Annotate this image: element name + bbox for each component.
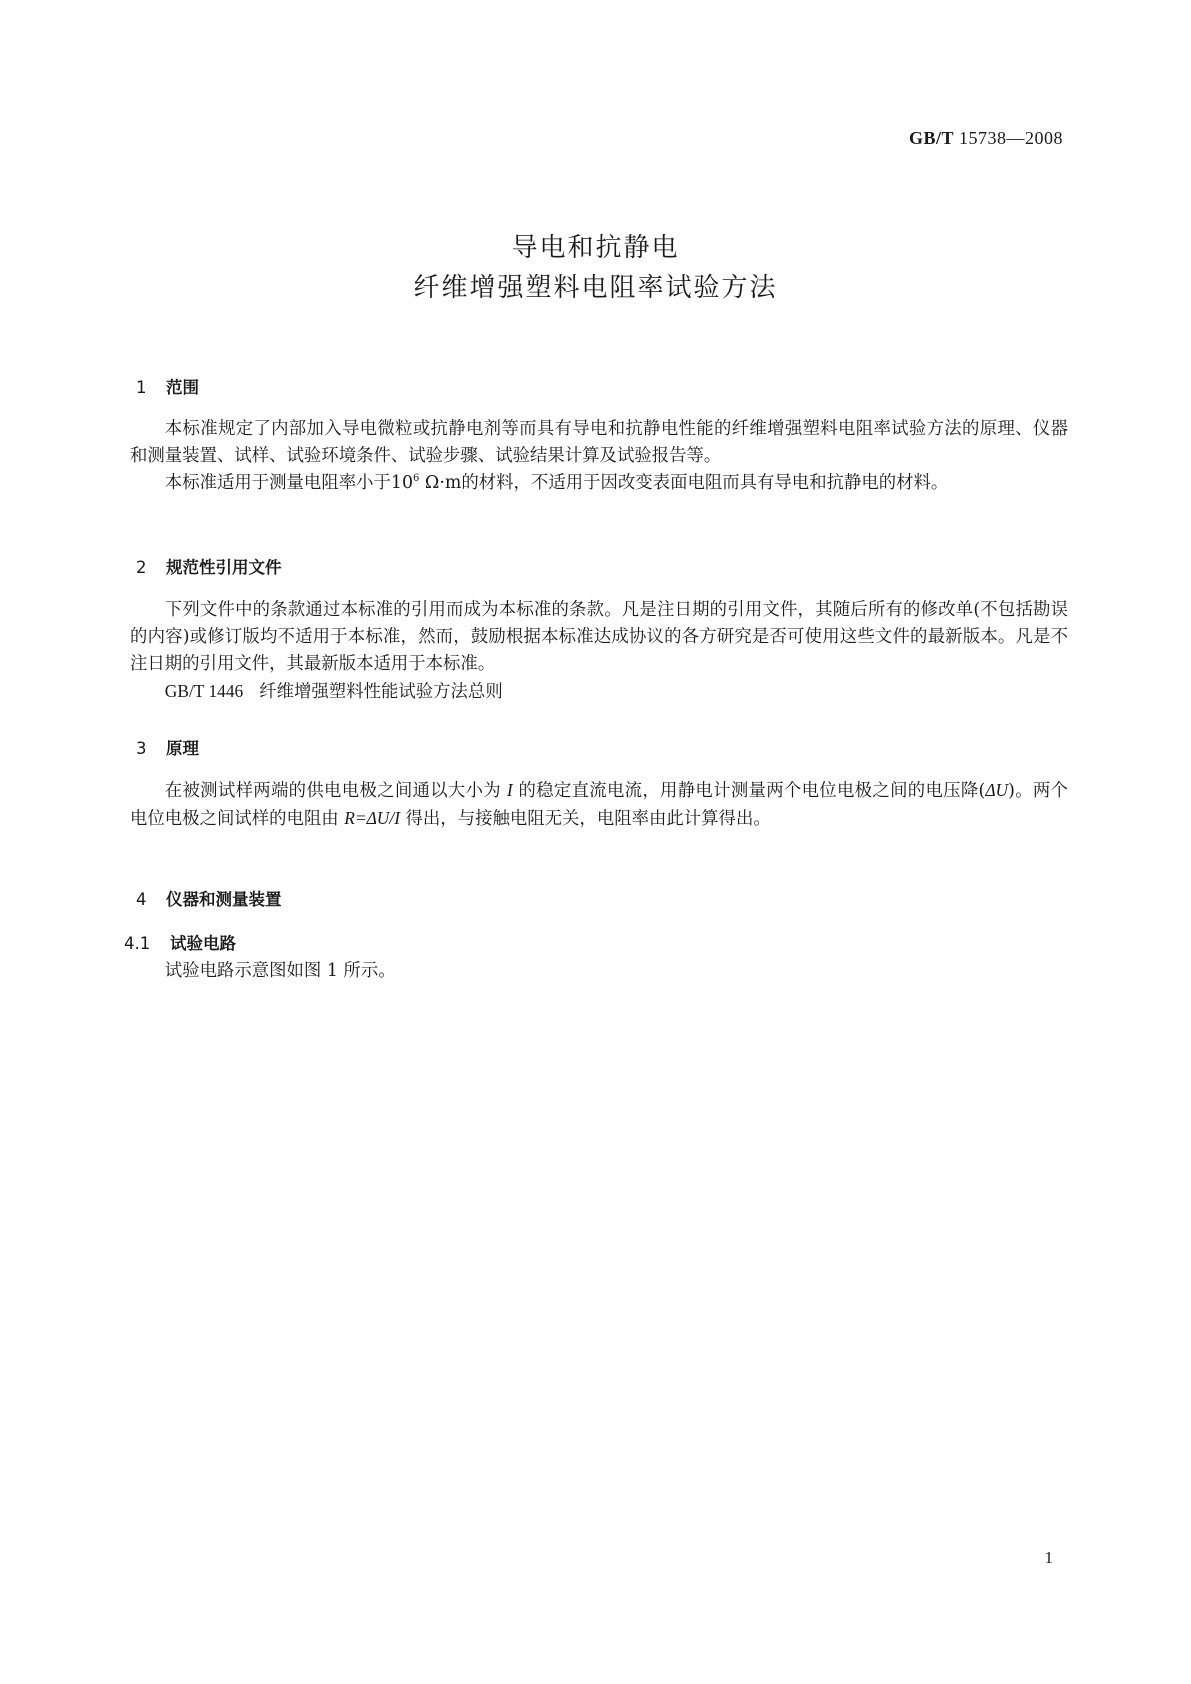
standard-prefix: GB/T xyxy=(908,128,954,148)
section-3-body xyxy=(130,777,1068,833)
principle-text-a: 在被测试样两端的供电电极之间通以大小为 xyxy=(164,781,501,801)
section-1-body xyxy=(130,416,1068,497)
principle-text-b: 的稳定直流电流，用静电计测量两个电位电极之间的电压降( xyxy=(518,781,986,801)
title-line-2: 纤维增强塑料电阻率试验方法 xyxy=(413,273,778,303)
section-4-heading xyxy=(136,886,282,910)
section-1-para-1: 本标准规定了内部加入导电微粒或抗静电剂等而具有导电和抗静电性能的纤维增强塑料电阻率试验方法的原理、仪器和测量装置、试样、试验环境条件、试验步骤、试验结果计算及试验报告等。 xyxy=(130,419,1068,466)
section-4-title: 仪器和测量装置 xyxy=(166,890,282,909)
para-2-text-a: 本标准适用于测量电阻率小于 xyxy=(164,473,391,493)
reference-code: GB/T 1446 xyxy=(164,681,244,701)
exponent-value: 6 xyxy=(413,473,420,484)
section-1-para-2 xyxy=(130,470,1068,497)
section-2-body xyxy=(130,597,1068,706)
section-1-heading xyxy=(136,374,199,398)
subsection-4-1-para: 试验电路示意图如图 1 所示。 xyxy=(164,961,396,981)
normative-reference xyxy=(130,678,1068,706)
principle-text-d: 得出，与接触电阻无关，电阻率由此计算得出。 xyxy=(405,809,771,829)
section-1-title: 范围 xyxy=(166,378,199,397)
principle-text-c: )。两个电位电极之间试样的电阻由 xyxy=(130,781,1068,829)
section-2-para-1: 下列文件中的条款通过本标准的引用而成为本标准的条款。凡是注日期的引用文件，其随后所有的修改单(不包括勘误的内容)或修订版均不适用于本标准，然而，鼓励根据本标准达成协议的各方研究是否可使用这些文件的最新版本。凡是不注日期的引用文件，其最新版本适用于本标准。 xyxy=(130,600,1068,674)
reference-title: 纤维增强塑料性能试验方法总则 xyxy=(259,682,503,702)
section-2-heading xyxy=(136,554,282,578)
resistivity-unit: Ω·m xyxy=(419,473,462,493)
standard-code: 15738—2008 xyxy=(959,128,1063,148)
section-2-title: 规范性引用文件 xyxy=(166,558,282,577)
subsection-4-1-heading xyxy=(124,930,236,954)
section-3-number: 3 xyxy=(136,739,147,758)
subsection-4-1-body xyxy=(130,958,1068,985)
subsection-4-1-title: 试验电路 xyxy=(170,934,236,953)
para-2-text-b: 的材料，不适用于因改变表面电阻而具有导电和抗静电的材料。 xyxy=(461,473,949,493)
exponent-base: 10 xyxy=(390,473,414,493)
section-3-title: 原理 xyxy=(166,739,199,758)
resistance-formula: R=ΔU/I xyxy=(344,808,400,828)
document-title xyxy=(0,228,1191,308)
page-number: 1 xyxy=(1044,1548,1053,1567)
section-2-number: 2 xyxy=(136,558,147,577)
section-3-para-1 xyxy=(130,777,1068,833)
voltage-drop-symbol: ΔU xyxy=(985,780,1009,800)
standard-number xyxy=(909,128,1063,149)
title-line-1: 导电和抗静电 xyxy=(511,233,680,263)
section-1-number: 1 xyxy=(136,378,147,397)
section-4-number: 4 xyxy=(136,890,147,909)
section-3-heading xyxy=(136,735,199,759)
current-symbol: I xyxy=(506,780,513,800)
subsection-4-1-number: 4.1 xyxy=(124,934,151,953)
